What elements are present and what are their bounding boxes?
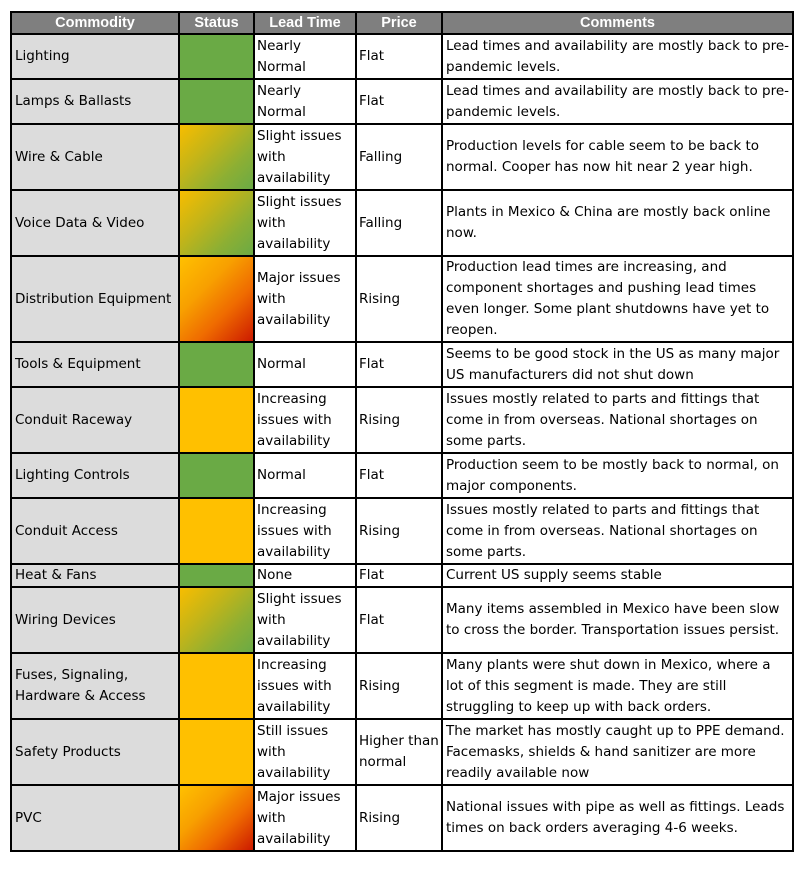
table-row: [12, 786, 792, 850]
status-indicator-green: [180, 565, 253, 586]
table-row: [12, 35, 792, 78]
status-indicator-green: [180, 35, 253, 78]
status-indicator-green: [180, 80, 253, 123]
comments-cell: Many items assembled in Mexico have been slow to cross the border. Transportation issues persist.: [443, 588, 792, 652]
price-cell: Rising: [357, 499, 441, 563]
commodity-cell: Lighting: [12, 35, 178, 78]
comments-cell: Lead times and availability are mostly back to pre-pandemic levels.: [443, 80, 792, 123]
comments-cell: Lead times and availability are mostly back to pre-pandemic levels.: [443, 35, 792, 78]
commodity-cell: Lighting Controls: [12, 454, 178, 497]
commodity-cell: Heat & Fans: [12, 565, 178, 586]
lead-time-cell: Major issues with availability: [255, 786, 355, 850]
commodity-cell: Tools & Equipment: [12, 343, 178, 386]
lead-time-cell: Increasing issues with availability: [255, 388, 355, 452]
status-indicator-green-yellow: [180, 125, 253, 189]
commodity-cell: Lamps & Ballasts: [12, 80, 178, 123]
table-row: [12, 565, 792, 586]
status-indicator-yellow: [180, 720, 253, 784]
price-cell: Flat: [357, 588, 441, 652]
table-row: [12, 343, 792, 386]
table-row: [12, 588, 792, 652]
commodity-cell: Wire & Cable: [12, 125, 178, 189]
commodity-cell: Fuses, Signaling, Hardware & Access: [12, 654, 178, 718]
comments-cell: Current US supply seems stable: [443, 565, 792, 586]
price-cell: Flat: [357, 565, 441, 586]
table-row: [12, 388, 792, 452]
header-status: Status: [180, 13, 253, 33]
comments-cell: Production lead times are increasing, and component shortages and pushing lead times even longer. Some plant shutdowns have yet to reopen.: [443, 257, 792, 341]
lead-time-cell: Increasing issues with availability: [255, 654, 355, 718]
price-cell: Flat: [357, 35, 441, 78]
commodity-status-table: [10, 11, 794, 852]
table-header-row: [12, 13, 792, 33]
status-indicator-red-yellow: [180, 257, 253, 341]
lead-time-cell: Major issues with availability: [255, 257, 355, 341]
table-row: [12, 80, 792, 123]
comments-cell: Issues mostly related to parts and fittings that come in from overseas. National shortages on some parts.: [443, 499, 792, 563]
table-row: [12, 454, 792, 497]
header-price: Price: [357, 13, 441, 33]
price-cell: Flat: [357, 454, 441, 497]
status-indicator-green: [180, 454, 253, 497]
lead-time-cell: Normal: [255, 454, 355, 497]
status-indicator-green: [180, 343, 253, 386]
commodity-cell: PVC: [12, 786, 178, 850]
comments-cell: Production levels for cable seem to be back to normal. Cooper has now hit near 2 year high.: [443, 125, 792, 189]
table-row: [12, 654, 792, 718]
price-cell: Rising: [357, 388, 441, 452]
price-cell: Rising: [357, 257, 441, 341]
header-commodity: Commodity: [12, 13, 178, 33]
lead-time-cell: Normal: [255, 343, 355, 386]
price-cell: Higher than normal: [357, 720, 441, 784]
commodity-cell: Wiring Devices: [12, 588, 178, 652]
commodity-cell: Conduit Access: [12, 499, 178, 563]
table-row: [12, 191, 792, 255]
price-cell: Falling: [357, 191, 441, 255]
commodity-cell: Voice Data & Video: [12, 191, 178, 255]
commodity-cell: Conduit Raceway: [12, 388, 178, 452]
table-row: [12, 720, 792, 784]
lead-time-cell: Slight issues with availability: [255, 588, 355, 652]
header-lead-time: Lead Time: [255, 13, 355, 33]
price-cell: Rising: [357, 786, 441, 850]
lead-time-cell: Slight issues with availability: [255, 191, 355, 255]
price-cell: Flat: [357, 343, 441, 386]
lead-time-cell: Slight issues with availability: [255, 125, 355, 189]
status-indicator-yellow: [180, 654, 253, 718]
comments-cell: National issues with pipe as well as fittings. Leads times on back orders averaging 4-6 weeks.: [443, 786, 792, 850]
table-row: [12, 499, 792, 563]
comments-cell: Seems to be good stock in the US as many major US manufacturers did not shut down: [443, 343, 792, 386]
status-indicator-yellow: [180, 499, 253, 563]
status-indicator-green-yellow: [180, 191, 253, 255]
commodity-cell: Safety Products: [12, 720, 178, 784]
lead-time-cell: Nearly Normal: [255, 35, 355, 78]
status-indicator-green-yellow: [180, 588, 253, 652]
comments-cell: Many plants were shut down in Mexico, where a lot of this segment is made. They are still struggling to keep up with back orders.: [443, 654, 792, 718]
commodity-cell: Distribution Equipment: [12, 257, 178, 341]
comments-cell: The market has mostly caught up to PPE demand. Facemasks, shields & hand sanitizer are more readily available now: [443, 720, 792, 784]
price-cell: Rising: [357, 654, 441, 718]
price-cell: Flat: [357, 80, 441, 123]
price-cell: Falling: [357, 125, 441, 189]
comments-cell: Plants in Mexico & China are mostly back online now.: [443, 191, 792, 255]
table-row: [12, 125, 792, 189]
lead-time-cell: Nearly Normal: [255, 80, 355, 123]
status-indicator-yellow: [180, 388, 253, 452]
table-row: [12, 257, 792, 341]
lead-time-cell: None: [255, 565, 355, 586]
comments-cell: Issues mostly related to parts and fittings that come in from overseas. National shortages on some parts.: [443, 388, 792, 452]
header-comments: Comments: [443, 13, 792, 33]
comments-cell: Production seem to be mostly back to normal, on major components.: [443, 454, 792, 497]
lead-time-cell: Still issues with availability: [255, 720, 355, 784]
status-indicator-red-yellow: [180, 786, 253, 850]
lead-time-cell: Increasing issues with availability: [255, 499, 355, 563]
